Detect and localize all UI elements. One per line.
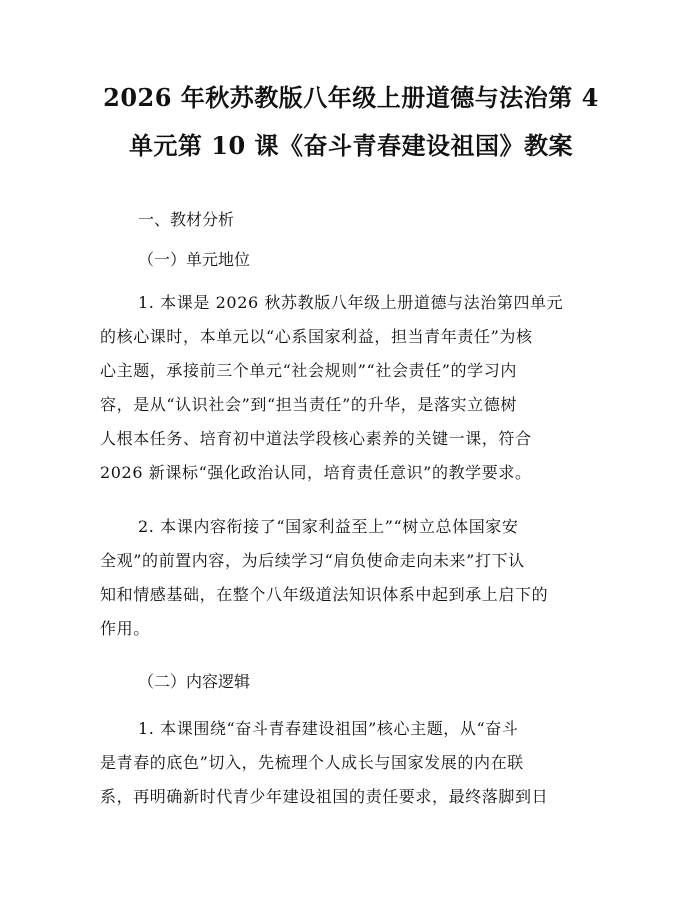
text-line: 2. 本课内容衔接了“国家利益至上”“树立总体国家安 [138,517,519,536]
text-line: 系，再明确新时代青少年建设祖国的责任要求，最终落脚到日 [100,787,549,806]
title-line-1: 2026 年秋苏教版八年级上册道德与法治第 4 [103,83,599,112]
text-line: 人根本任务、培育初中道法学段核心素养的关键一课，符合 [100,429,532,448]
text-line: 知和情感基础，在整个八年级道法知识体系中起到承上启下的 [100,585,549,604]
subsection-heading-content-logic: （二）内容逻辑 [138,672,251,691]
text-line: 1. 本课围绕“奋斗青春建设祖国”核心主题，从“奋斗 [138,719,519,738]
paragraph-unit-position-1 [100,286,602,490]
document-title [100,74,602,170]
text-line: 作用。 [100,619,150,638]
text-line: 是青春的底色”切入，先梳理个人成长与国家发展的内在联 [100,753,524,772]
subsection-heading-unit-position: （一）单元地位 [138,250,251,269]
paragraph-unit-position-2 [100,510,602,646]
text-line: 容，是从“认识社会”到“担当责任”的升华，是落实立德树 [100,395,517,414]
title-line-2: 单元第 10 课《奋斗青春建设祖国》教案 [128,131,574,160]
text-line: 2026 新课标“强化政治认同，培育责任意识”的教学要求。 [100,463,532,482]
paragraph-content-logic-1 [100,712,602,814]
text-line: 全观”的前置内容，为后续学习“肩负使命走向未来”打下认 [100,551,525,570]
text-line: 的核心课时，本单元以“心系国家利益，担当青年责任”为核 [100,327,533,346]
section-heading-textbook-analysis: 一、教材分析 [138,210,235,229]
text-line: 心主题，承接前三个单元“社会规则”“社会责任”的学习内 [100,361,517,380]
text-line: 1. 本课是 2026 秋苏教版八年级上册道德与法治第四单元 [138,293,564,312]
